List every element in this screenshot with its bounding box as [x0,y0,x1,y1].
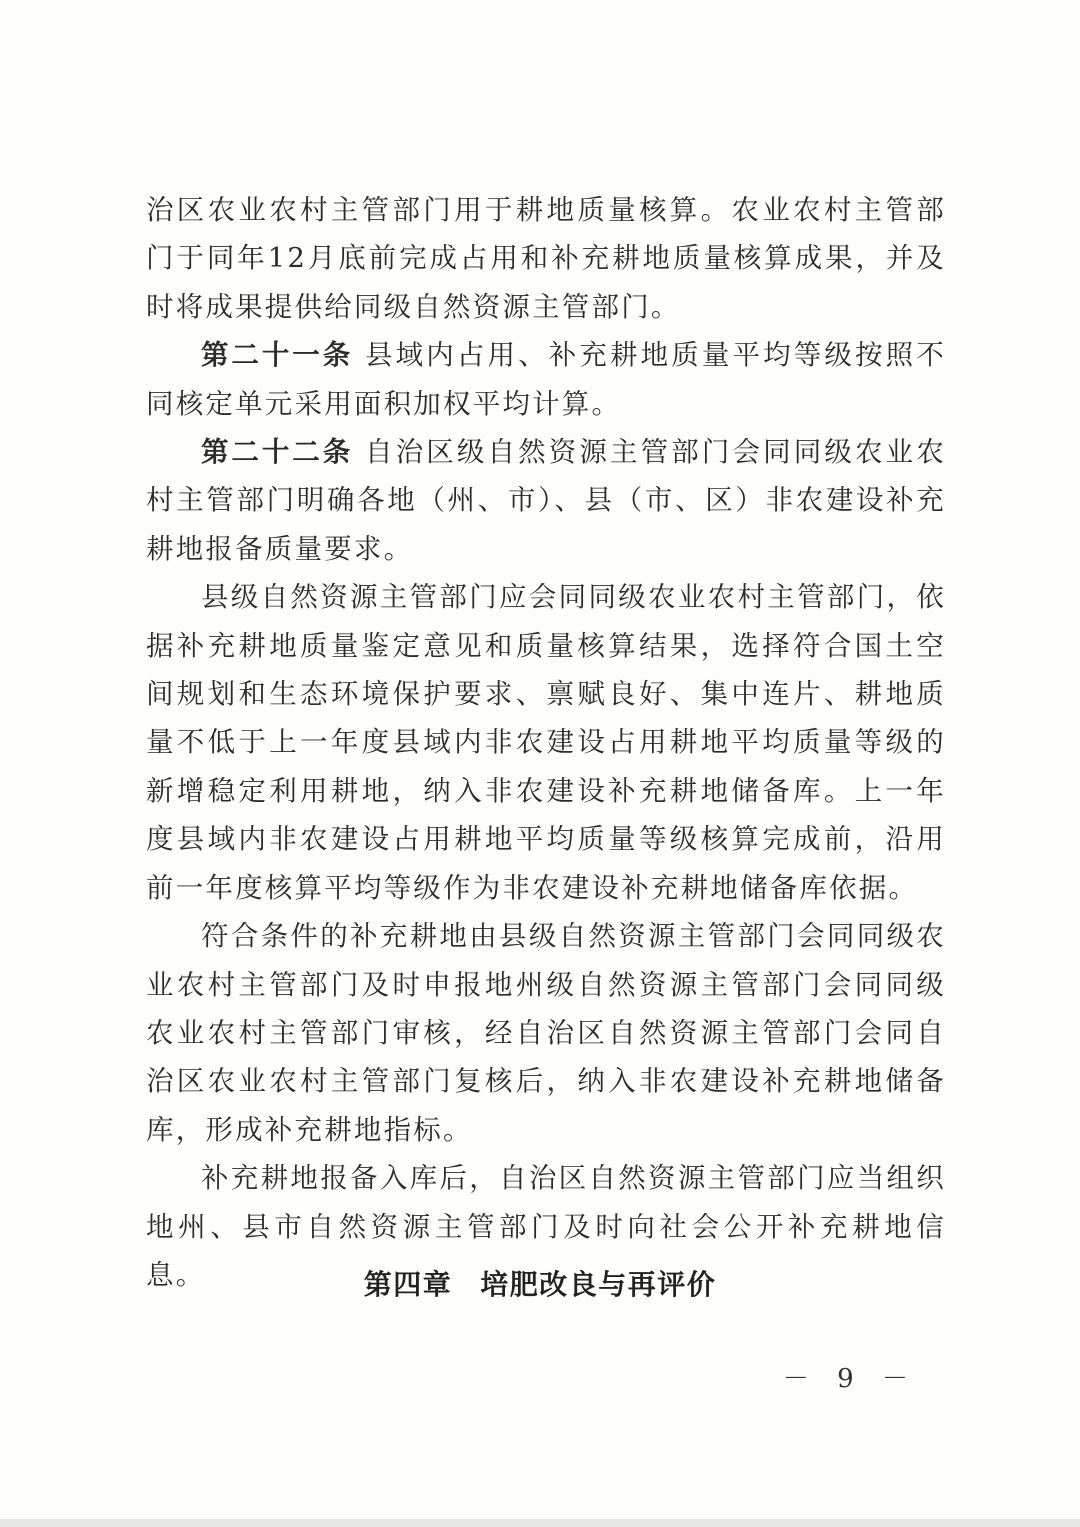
paragraph-text: 符合条件的补充耕地由县级自然资源主管部门会同同级农业农村主管部门及时申报地州级自然资源主管部门会同同级农业农村主管部门审核，经自治区自然资源主管部门会同自治区农业农村主管部门复核后，纳入非农建设补充耕地储备库，形成补充耕地指标。 [146,920,946,1146]
paragraph-text: 补充耕地报备入库后，自治区自然资源主管部门应当组织地州、县市自然资源主管部门及时向社会公开补充耕地信息。 [146,1162,946,1291]
paragraph [146,912,946,1154]
article-22 [146,428,946,573]
chapter-title: 培肥改良与再评价 [480,1268,717,1301]
article-label: 第二十一条 [201,339,354,372]
document-body [146,186,946,1299]
scan-edge [0,1519,1080,1527]
chapter-number: 第四章 [363,1268,453,1301]
article-21 [146,331,946,428]
page-number: － 9 － [782,1364,918,1394]
paragraph [146,573,946,912]
paragraph-text: 县级自然资源主管部门应会同同级农业农村主管部门，依据补充耕地质量鉴定意见和质量核算结果，选择符合国土空间规划和生态环境保护要求、禀赋良好、集中连片、耕地质量不低于上一年度县域内非农建设占用耕地平均质量等级的新增稳定利用耕地，纳入非农建设补充耕地储备库。上一年度县域内非农建设占用耕地平均质量等级核算完成前，沿用前一年度核算平均等级作为非农建设补充耕地储备库依据。 [146,581,946,904]
paragraph-continuation [146,186,946,331]
paragraph-text: 自治区级自然资源主管部门会同同级农业农村主管部门明确各地（州、市）、县（市、区）非农建设补充耕地报备质量要求。 [146,436,946,565]
chapter-heading [0,1263,1080,1303]
paragraph-text: 县域内占用、补充耕地质量平均等级按照不同核定单元采用面积加权平均计算。 [146,339,946,420]
article-label: 第二十二条 [201,436,354,469]
paragraph-text: 治区农业农村主管部门用于耕地质量核算。农业农村主管部门于同年12月底前完成占用和补充耕地质量核算成果，并及时将成果提供给同级自然资源主管部门。 [146,194,946,323]
